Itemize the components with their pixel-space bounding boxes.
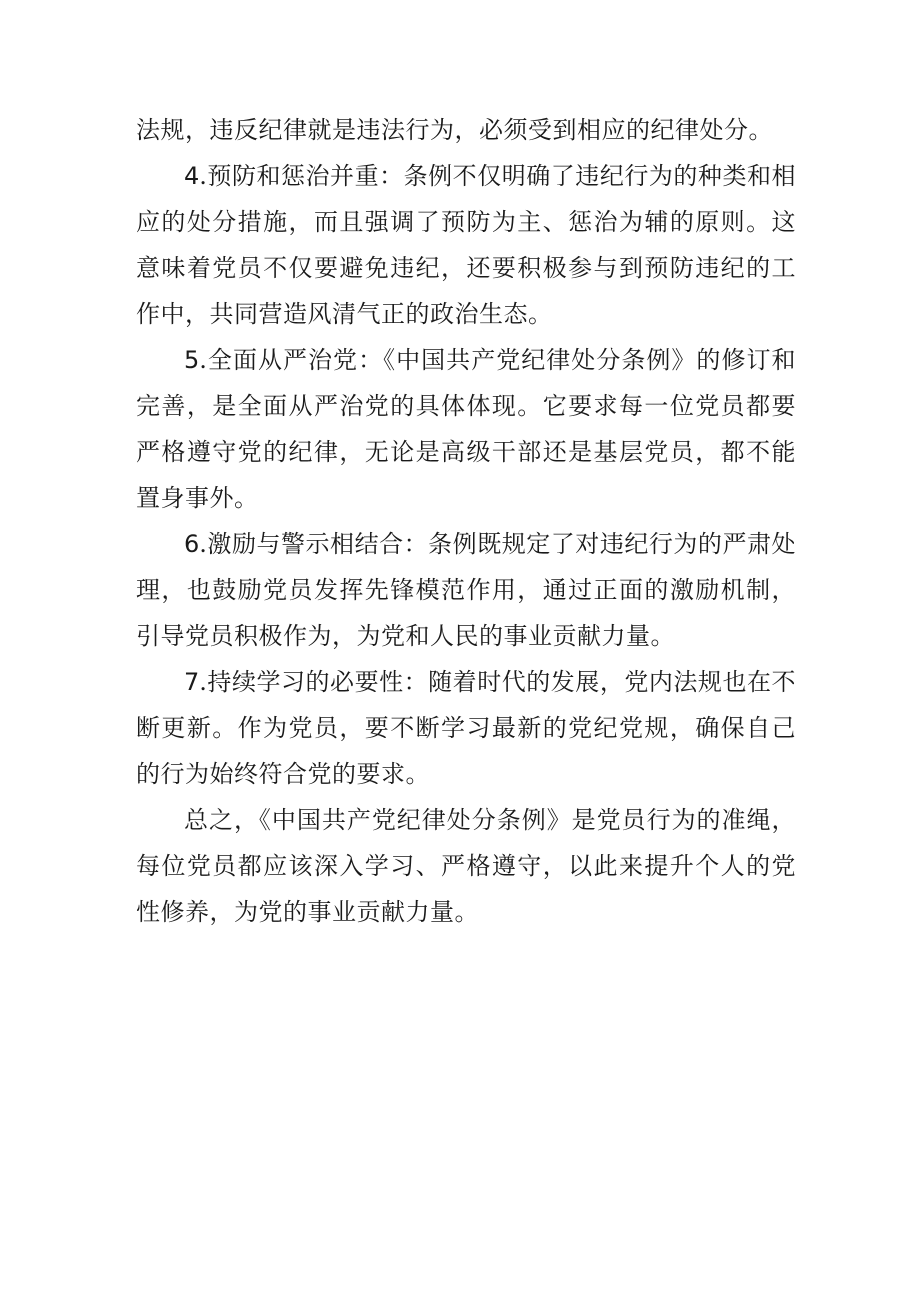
document-body xyxy=(136,107,796,935)
paragraph-text: .激励与警示相结合：条例既规定了对违纪行为的严肃处理，也鼓励党员发挥先锋模范作用，通过正面的激励机制，引导党员积极作为，为党和人民的事业贡献力量。 xyxy=(136,530,796,650)
paragraph-item-6 xyxy=(136,521,796,659)
paragraph-text: 法规，违反纪律就是违法行为，必须受到相应的纪律处分。 xyxy=(136,116,773,144)
paragraph-item-5 xyxy=(136,337,796,521)
paragraph-number: 7 xyxy=(184,668,200,696)
paragraph-number: 6 xyxy=(184,530,200,558)
paragraph-text: .全面从严治党：《中国共产党纪律处分条例》的修订和完善，是全面从严治党的具体体现。它要求每一位党员都要严格遵守党的纪律，无论是高级干部还是基层党员，都不能置身事外。 xyxy=(136,346,796,512)
paragraph-text: 总之，《中国共产党纪律处分条例》是党员行为的准绳，每位党员都应该深入学习、严格遵守，以此来提升个人的党性修养，为党的事业贡献力量。 xyxy=(136,806,796,926)
paragraph-item-4 xyxy=(136,153,796,337)
paragraph-text: .持续学习的必要性：随着时代的发展，党内法规也在不断更新。作为党员，要不断学习最新的党纪党规，确保自己的行为始终符合党的要求。 xyxy=(136,668,796,788)
paragraph-item-7 xyxy=(136,659,796,797)
paragraph-number: 4 xyxy=(184,162,200,190)
paragraph-number: 5 xyxy=(184,346,200,374)
paragraph-continuation xyxy=(136,107,796,153)
paragraph-text: .预防和惩治并重：条例不仅明确了违纪行为的种类和相应的处分措施，而且强调了预防为主、惩治为辅的原则。这意味着党员不仅要避免违纪，还要积极参与到预防违纪的工作中，共同营造风清气正的政治生态。 xyxy=(136,162,796,328)
paragraph-summary xyxy=(136,797,796,935)
